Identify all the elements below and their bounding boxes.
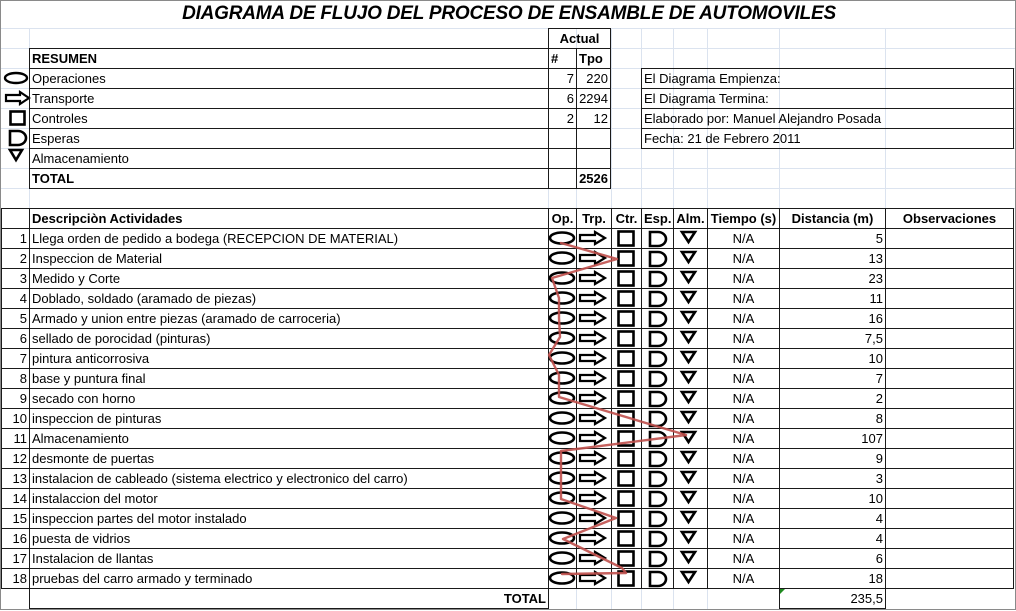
row-time: N/A [707,368,780,389]
row-distance: 13 [779,248,886,269]
row-distance: 2 [779,388,886,409]
storage-triangle-icon [8,148,24,162]
row-observations[interactable] [885,528,1014,549]
row-description: Inspeccion de Material [29,248,549,269]
transport-arrow-icon [579,431,607,445]
page-title: DIAGRAMA DE FLUJO DEL PROCESO DE ENSAMBLE DE AUTOMOVILES [182,3,836,24]
row-distance: 4 [779,508,886,529]
control-square-icon [617,310,637,327]
header-esp: Esp. [641,208,674,229]
header-trp: Trp. [576,208,612,229]
header-ctr: Ctr. [611,208,642,229]
delay-d-icon [648,570,670,588]
row-description: inspeccion partes del motor instalado [29,508,549,529]
operation-ellipse-icon [549,531,577,545]
storage-triangle-icon [680,390,698,404]
row-distance: 5 [779,228,886,249]
summary-label: Almacenamiento [29,148,549,169]
row-time: N/A [707,308,780,329]
info-start: El Diagrama Empienza: [641,68,1014,89]
summary-group-header: Actual [548,28,611,49]
header-alm: Alm. [673,208,708,229]
summary-count [548,128,577,149]
control-square-icon [617,330,637,347]
control-square-icon [617,410,637,427]
header-index [1,208,30,229]
summary-total-count [548,168,577,189]
row-observations[interactable] [885,328,1014,349]
control-square-icon [617,230,637,247]
row-distance: 16 [779,308,886,329]
row-time: N/A [707,328,780,349]
row-description: pintura anticorrosiva [29,348,549,369]
row-description: secado con horno [29,388,549,409]
summary-count: 6 [548,88,577,109]
row-index: 9 [1,388,30,409]
row-time: N/A [707,268,780,289]
delay-d-icon [648,470,670,488]
row-distance: 7,5 [779,328,886,349]
transport-arrow-icon [579,351,607,365]
control-square-icon [617,490,637,507]
row-description: desmonte de puertas [29,448,549,469]
row-index: 4 [1,288,30,309]
row-distance: 7 [779,368,886,389]
row-observations[interactable] [885,448,1014,469]
info-author: Elaborado por: Manuel Alejandro Posada [641,108,1014,129]
storage-triangle-icon [680,550,698,564]
row-distance: 11 [779,288,886,309]
storage-triangle-icon [680,490,698,504]
delay-d-icon [648,510,670,528]
row-index: 7 [1,348,30,369]
storage-triangle-icon [680,290,698,304]
total-distance: 235,5 [779,588,886,609]
row-observations[interactable] [885,248,1014,269]
row-observations[interactable] [885,388,1014,409]
row-description: Instalacion de llantas [29,548,549,569]
summary-count [548,148,577,169]
control-square-icon [9,110,27,126]
row-description: Llega orden de pedido a bodega (RECEPCION DE MATERIAL) [29,228,549,249]
row-observations[interactable] [885,348,1014,369]
transport-arrow-icon [579,571,607,585]
row-observations[interactable] [885,408,1014,429]
row-index: 8 [1,368,30,389]
error-indicator-icon [780,589,786,595]
storage-triangle-icon [680,510,698,524]
transport-arrow-icon [5,91,31,105]
control-square-icon [617,270,637,287]
summary-total-time: 2526 [576,168,611,189]
header-description: Descripciòn Actividades [29,208,549,229]
operation-ellipse-icon [549,391,577,405]
delay-d-icon [648,430,670,448]
row-description: instalaccion del motor [29,488,549,509]
total-label: TOTAL [29,588,549,609]
row-distance: 4 [779,528,886,549]
delay-d-icon [648,250,670,268]
control-square-icon [617,570,637,587]
row-distance: 3 [779,468,886,489]
operation-ellipse-icon [549,511,577,525]
header-observations: Observaciones [885,208,1014,229]
control-square-icon [617,430,637,447]
summary-time [576,128,611,149]
control-square-icon [617,370,637,387]
summary-label: Operaciones [29,68,549,89]
row-index: 15 [1,508,30,529]
control-square-icon [617,450,637,467]
storage-triangle-icon [680,370,698,384]
control-square-icon [617,350,637,367]
header-op: Op. [548,208,577,229]
row-observations[interactable] [885,508,1014,529]
row-index: 12 [1,448,30,469]
row-index: 16 [1,528,30,549]
row-description: Almacenamiento [29,428,549,449]
control-square-icon [617,550,637,567]
delay-d-icon [648,390,670,408]
operation-ellipse-icon [549,571,577,585]
row-observations[interactable] [885,428,1014,449]
row-distance: 18 [779,568,886,589]
row-observations[interactable] [885,368,1014,389]
operation-ellipse-icon [549,271,577,285]
row-time: N/A [707,248,780,269]
row-description: Armado y union entre piezas (aramado de carroceria) [29,308,549,329]
row-description: puesta de vidrios [29,528,549,549]
summary-label: Controles [29,108,549,129]
row-index: 6 [1,328,30,349]
control-square-icon [617,390,637,407]
operation-ellipse-icon [549,251,577,265]
row-description: base y puntura final [29,368,549,389]
operation-ellipse-icon [549,471,577,485]
row-index: 18 [1,568,30,589]
storage-triangle-icon [680,470,698,484]
row-time: N/A [707,528,780,549]
operation-ellipse-icon [549,231,577,245]
operation-ellipse-icon [549,451,577,465]
row-observations[interactable] [885,548,1014,569]
row-index: 3 [1,268,30,289]
info-end: El Diagrama Termina: [641,88,1014,109]
delay-d-icon [648,410,670,428]
summary-label: Transporte [29,88,549,109]
delay-d-icon [648,350,670,368]
row-description: instalacion de cableado (sistema electrico y electronico del carro) [29,468,549,489]
delay-d-icon [648,310,670,328]
row-time: N/A [707,508,780,529]
transport-arrow-icon [579,331,607,345]
row-distance: 10 [779,348,886,369]
row-distance: 107 [779,428,886,449]
control-square-icon [617,250,637,267]
transport-arrow-icon [579,251,607,265]
row-description: Medido y Corte [29,268,549,289]
storage-triangle-icon [680,310,698,324]
row-time: N/A [707,548,780,569]
row-index: 5 [1,308,30,329]
transport-arrow-icon [579,311,607,325]
header-time: Tiempo (s) [707,208,780,229]
row-time: N/A [707,468,780,489]
operation-ellipse-icon [549,491,577,505]
summary-time: 2294 [576,88,611,109]
header-distance: Distancia (m) [779,208,886,229]
summary-col-time: Tpo [576,48,611,69]
storage-triangle-icon [680,430,698,444]
row-time: N/A [707,288,780,309]
row-time: N/A [707,228,780,249]
row-observations[interactable] [885,228,1014,249]
control-square-icon [617,470,637,487]
row-index: 11 [1,428,30,449]
summary-total-label: TOTAL [29,168,549,189]
operation-ellipse-icon [549,371,577,385]
row-observations[interactable] [885,308,1014,329]
summary-time [576,148,611,169]
delay-d-icon [648,490,670,508]
row-time: N/A [707,348,780,369]
storage-triangle-icon [680,450,698,464]
summary-label: Esperas [29,128,549,149]
row-distance: 8 [779,408,886,429]
row-observations[interactable] [885,468,1014,489]
row-index: 1 [1,228,30,249]
row-index: 2 [1,248,30,269]
row-index: 10 [1,408,30,429]
storage-triangle-icon [680,230,698,244]
delay-d-icon [648,370,670,388]
transport-arrow-icon [579,371,607,385]
transport-arrow-icon [579,231,607,245]
row-distance: 23 [779,268,886,289]
delay-d-icon [648,270,670,288]
row-distance: 6 [779,548,886,569]
row-time: N/A [707,488,780,509]
delay-d-icon [648,550,670,568]
row-time: N/A [707,408,780,429]
transport-arrow-icon [579,291,607,305]
summary-count: 2 [548,108,577,129]
summary-col-count: # [548,48,577,69]
control-square-icon [617,530,637,547]
row-index: 13 [1,468,30,489]
transport-arrow-icon [579,451,607,465]
row-description: sellado de porocidad (pinturas) [29,328,549,349]
info-date: Fecha: 21 de Febrero 2011 [641,128,1014,149]
summary-count: 7 [548,68,577,89]
row-description: Doblado, soldado (aramado de piezas) [29,288,549,309]
summary-header-label: RESUMEN [29,48,549,69]
control-square-icon [617,290,637,307]
summary-time: 12 [576,108,611,129]
delay-d-icon [648,230,670,248]
row-observations[interactable] [885,288,1014,309]
transport-arrow-icon [579,471,607,485]
transport-arrow-icon [579,531,607,545]
operation-ellipse-icon [549,411,577,425]
row-observations[interactable] [885,268,1014,289]
row-time: N/A [707,448,780,469]
delay-d-icon [648,450,670,468]
row-index: 17 [1,548,30,569]
operation-ellipse-icon [4,71,30,85]
storage-triangle-icon [680,410,698,424]
delay-d-icon [648,330,670,348]
row-description: inspeccion de pinturas [29,408,549,429]
transport-arrow-icon [579,551,607,565]
row-time: N/A [707,388,780,409]
storage-triangle-icon [680,250,698,264]
total-index [1,588,30,609]
operation-ellipse-icon [549,431,577,445]
transport-arrow-icon [579,271,607,285]
transport-arrow-icon [579,511,607,525]
row-index: 14 [1,488,30,509]
row-description: pruebas del carro armado y terminado [29,568,549,589]
storage-triangle-icon [680,530,698,544]
delay-d-icon [648,530,670,548]
operation-ellipse-icon [549,311,577,325]
storage-triangle-icon [680,330,698,344]
row-distance: 9 [779,448,886,469]
operation-ellipse-icon [549,291,577,305]
row-time: N/A [707,428,780,449]
row-time: N/A [707,568,780,589]
operation-ellipse-icon [549,331,577,345]
row-distance: 10 [779,488,886,509]
transport-arrow-icon [579,491,607,505]
operation-ellipse-icon [549,551,577,565]
transport-arrow-icon [579,411,607,425]
row-observations[interactable] [885,568,1014,589]
delay-d-icon [8,129,30,147]
summary-time: 220 [576,68,611,89]
row-observations[interactable] [885,488,1014,509]
storage-triangle-icon [680,570,698,584]
delay-d-icon [648,290,670,308]
storage-triangle-icon [680,350,698,364]
transport-arrow-icon [579,391,607,405]
control-square-icon [617,510,637,527]
operation-ellipse-icon [549,351,577,365]
storage-triangle-icon [680,270,698,284]
